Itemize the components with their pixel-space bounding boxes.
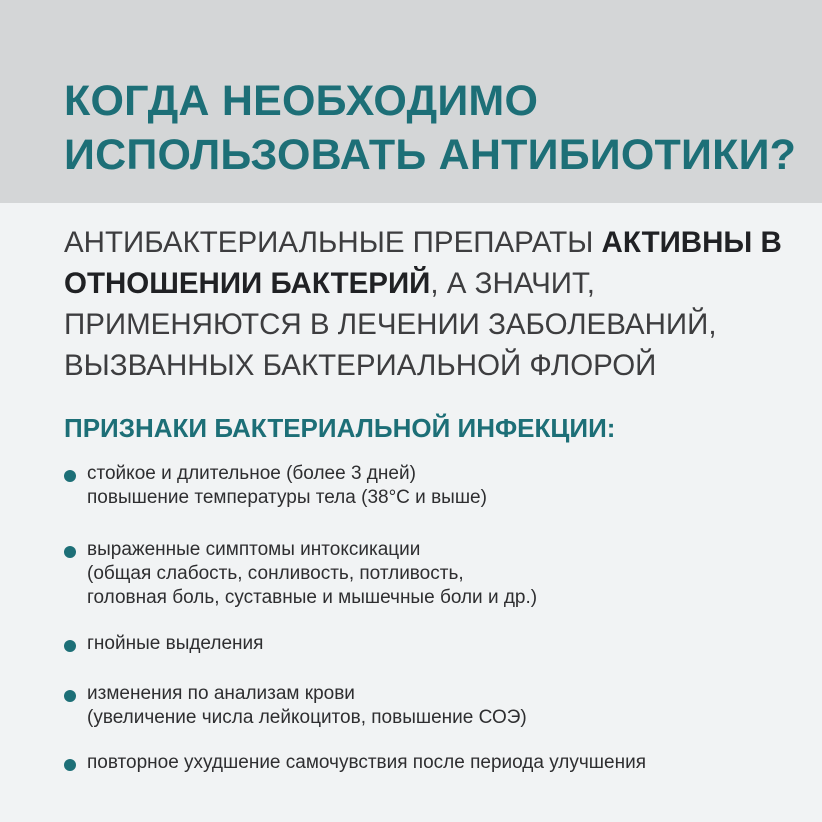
sign-item-line: головная боль, суставные и мышечные боли и др.) xyxy=(87,587,538,608)
sign-item-fever xyxy=(64,462,764,510)
intro-highlight: АКТИВНЫ В ОТНОШЕНИИ БАКТЕРИЙ xyxy=(64,226,782,300)
bullet-dot-icon xyxy=(64,640,76,652)
sign-item-text xyxy=(87,632,263,656)
sign-item-blood-tests xyxy=(64,682,764,730)
sign-item-line: стойкое и длительное (более 3 дней) xyxy=(87,463,416,484)
bullet-dot-icon xyxy=(64,470,76,482)
bullet-dot-icon xyxy=(64,759,76,771)
sign-item-text xyxy=(87,682,527,730)
sign-item-discharge xyxy=(64,632,764,656)
sign-item-line: изменения по анализам крови xyxy=(87,683,355,704)
title-line-2: ИСПОЛЬЗОВАТЬ АНТИБИОТИКИ? xyxy=(64,131,797,179)
sign-item-text xyxy=(87,538,537,610)
sign-item-line: гнойные выделения xyxy=(87,633,264,654)
sign-item-line: выраженные симптомы интоксикации xyxy=(87,539,421,560)
intro-text-start: АНТИБАКТЕРИАЛЬНЫЕ ПРЕПАРАТЫ xyxy=(64,226,602,259)
sign-item-line: повторное ухудшение самочувствия после периода улучшения xyxy=(87,752,646,773)
sign-item-line: (общая слабость, сонливость, потливость, xyxy=(87,563,464,584)
sign-item-line: (увеличение числа лейкоцитов, повышение СОЭ) xyxy=(87,707,527,728)
page-title xyxy=(64,74,796,182)
intro-paragraph xyxy=(64,222,784,386)
sign-item-line: повышение температуры тела (38°С и выше) xyxy=(87,487,487,508)
sign-item-text xyxy=(87,751,646,775)
intro-text-end: , А ЗНАЧИТ, ПРИМЕНЯЮТСЯ В ЛЕЧЕНИИ ЗАБОЛЕВАНИЙ, ВЫЗВАННЫХ БАКТЕРИАЛЬНОЙ ФЛОРОЙ xyxy=(64,267,717,382)
bullet-dot-icon xyxy=(64,546,76,558)
sign-item-text xyxy=(87,462,487,510)
bullet-dot-icon xyxy=(64,690,76,702)
sign-item-relapse xyxy=(64,751,764,775)
sign-item-intoxication xyxy=(64,538,764,610)
signs-heading: ПРИЗНАКИ БАКТЕРИАЛЬНОЙ ИНФЕКЦИИ: xyxy=(64,413,616,443)
title-line-1: КОГДА НЕОБХОДИМО xyxy=(64,77,539,125)
